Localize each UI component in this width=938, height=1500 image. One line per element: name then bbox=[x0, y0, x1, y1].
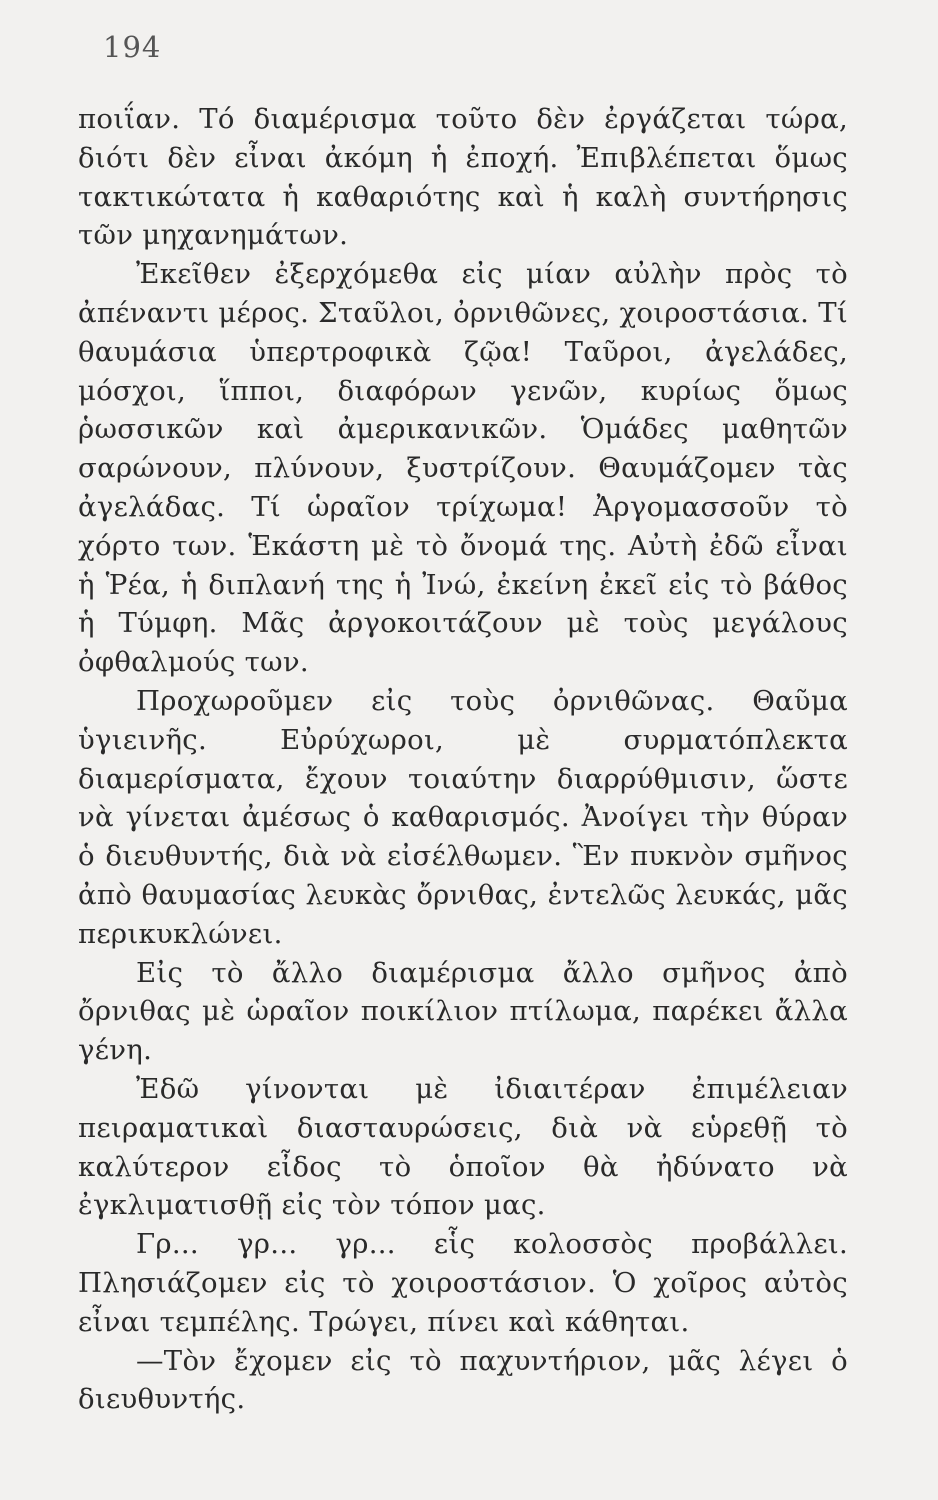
paragraph: Προχωροῦμεν εἰς τοὺς ὀρνιθῶνας. Θαῦμα ὑγιεινῆς. Εὐρύχωροι, μὲ συρματόπλεκτα διαμερίσματα, ἔχουν τοιαύτην διαρρύθμισιν, ὥστε νὰ γίνεται ἀμέσως ὁ καθαρισμός. Ἀνοίγει τὴν θύραν ὁ διευθυντής, διὰ νὰ εἰσέλθωμεν. Ἓν πυκνὸν σμῆνος ἀπὸ θαυμασίας λευκὰς ὄρνιθας, ἐντελῶς λευκάς, μᾶς περικυκλώνει. bbox=[78, 684, 848, 950]
paragraph: ποιΐαν. Τό διαμέρισμα τοῦτο δὲν ἐργάζεται τώρα, διότι δὲν εἶναι ἀκόμη ἡ ἐποχή. Ἐπιβλέπεται ὅμως τακτικώτατα ἡ καθαριότης καὶ ἡ καλὴ συντήρησις τῶν μηχανημάτων. bbox=[78, 103, 848, 252]
paragraph: Γρ... γρ... γρ... εἷς κολοσσὸς προβάλλει. Πλησιάζομεν εἰς τὸ χοιροστάσιον. Ὁ χοῖρος αὐτὸς εἶναι τεμπέλης. Τρώγει, πίνει καὶ κάθηται. bbox=[78, 1228, 848, 1338]
paragraph: Εἰς τὸ ἄλλο διαμέρισμα ἄλλο σμῆνος ἀπὸ ὄρνιθας μὲ ὡραῖον ποικίλιον πτίλωμα, παρέκει ἄλλα γένη. bbox=[78, 956, 848, 1067]
body-text bbox=[78, 100, 848, 1419]
paragraph: Ἐκεῖθεν ἐξερχόμεθα εἰς μίαν αὐλὴν πρὸς τὸ ἀπέναντι μέρος. Σταῦλοι, ὀρνιθῶνες, χοιροστάσια. Τί θαυμάσια ὑπερτροφικὰ ζῷα! Ταῦροι, ἀγελάδες, μόσχοι, ἵπποι, διαφόρων γενῶν, κυρίως ὅμως ῥωσσικῶν καὶ ἀμερικανικῶν. Ὁμάδες μαθητῶν σαρώνουν, πλύνουν, ξυστρίζουν. Θαυμάζομεν τὰς ἀγελάδας. Τί ὡραῖον τρίχωμα! Ἀργομασσοῦν τὸ χόρτο των. Ἑκάστη μὲ τὸ ὄνομά της. Αὐτὴ ἐδῶ εἶναι ἡ Ῥέα, ἡ διπλανή της ἡ Ἰνώ, ἐκείνη ἐκεῖ εἰς τὸ βάθος ἡ Τύμφη. Μᾶς ἀργοκοιτάζουν μὲ τοὺς μεγάλους ὀφθαλμούς των. bbox=[78, 258, 848, 679]
paragraph: Ἐδῶ γίνονται μὲ ἰδιαιτέραν ἐπιμέλειαν πειραματικαὶ διασταυρώσεις, διὰ νὰ εὑρεθῇ τὸ καλύτερον εἶδος τὸ ὁποῖον θὰ ἠδύνατο νὰ ἐγκλιματισθῇ εἰς τὸν τόπον μας. bbox=[78, 1072, 848, 1222]
page-number: 194 bbox=[103, 30, 162, 64]
paragraph: —Τὸν ἔχομεν εἰς τὸ παχυντήριον, μᾶς λέγει ὁ διευθυντής. bbox=[78, 1344, 848, 1416]
